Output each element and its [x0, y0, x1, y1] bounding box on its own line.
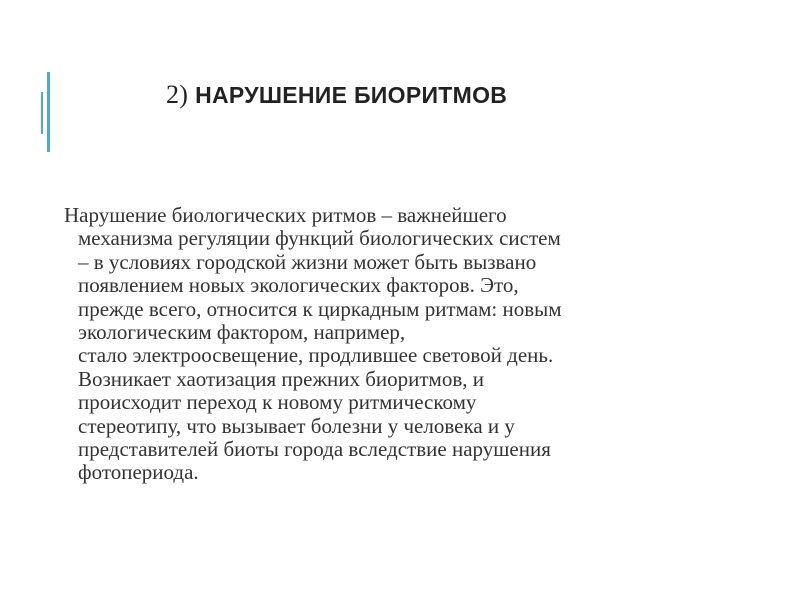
body-line: представителей биоты города вследствие нарушения — [78, 437, 551, 462]
slide-body — [64, 204, 724, 485]
body-line: Возникает хаотизация прежних биоритмов, и — [78, 366, 484, 391]
accent-bar-secondary — [41, 92, 43, 134]
body-line: происходит переход к новому ритмическому — [78, 390, 477, 415]
body-line: стало электроосвещение, продлившее световой день. — [78, 343, 554, 368]
body-line: Нарушение биологических ритмов – важнейшего — [64, 203, 507, 227]
body-line: стереотипу, что вызывает болезни у человека и у — [78, 413, 515, 438]
body-line: прежде всего, относится к циркадным ритмам: новым — [78, 296, 562, 321]
title-text: НАРУШЕНИЕ БИОРИТМОВ — [195, 82, 508, 108]
body-line: появлением новых экологических факторов. Это, — [78, 273, 519, 298]
body-line: – в условиях городской жизни может быть вызвано — [78, 249, 537, 274]
body-line: механизма регуляции функций биологических систем — [78, 226, 561, 251]
body-line: экологическим фактором, например, — [78, 320, 406, 345]
body-line: фотопериода. — [78, 460, 199, 485]
title-number: 2) — [166, 80, 189, 109]
slide-title — [166, 80, 766, 110]
accent-bar — [47, 72, 50, 152]
